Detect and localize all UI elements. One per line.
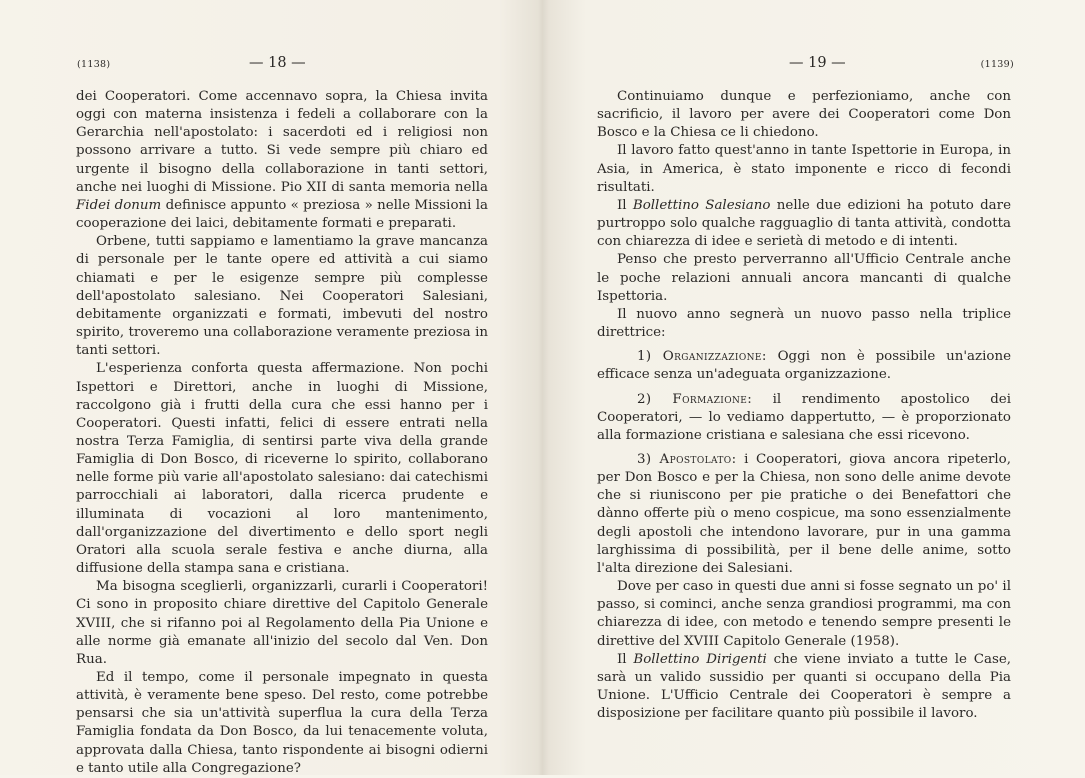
left-paragraph-1-text: dei Cooperatori. Come accennavo sopra, la Chiesa invita oggi con materna insistenza i fedeli a collaborare con la Gerarchia nell'apostolato: i sacerdoti ed i religiosi non possono arrivare a tutto. Si vede sempre più chiaro ed urgente il bisogno della collaborazione in tanti settori, anche nei luoghi di Missione. [76,89,488,195]
italic-title-bollettino-salesiano: Bollettino Salesiano [632,197,771,213]
list-item-text: i Cooperatori, giova ancora ripeterlo, per Don Bosco e per la Chiesa, non sono delle anime devote che si riuniscono per pie pratiche o dei Benefattori che dànno offerte più o meno cospicue, ma sono essenzialmente degli apostoli che intendono lavorare, pur in una gamma larghissima di possibilità, per il bene delle anime, sotto l'alta direzione dei Salesiani. [597,451,1011,576]
right-paragraph-4: Penso che presto perverranno all'Ufficio Centrale anche le poche relazioni annuali ancora mancanti di qualche Ispettoria. [597,252,1011,304]
left-paragraph-4: Ma bisogna sceglierli, organizzarli, curarli i Cooperatori! Ci sono in proposito chiare direttive del Capitolo Generale XVIII, che si rifanno poi al Regolamento della Pia Unione e alle norme già emanate all'inizio del secolo dal Ven. Don Rua. [76,579,488,667]
list-item-label: 3) Apostolato: [637,451,737,467]
right-page-number: — 19 — [789,55,846,71]
left-paragraph-3: L'esperienza conforta questa affermazione. Non pochi Ispettori e Direttori, anche in luoghi di Missione, raccolgono già i frutti della cura che essi hanno per i Cooperatori. Questi infatti, felici di essere entrati nella nostra Terza Famiglia, di sentirsi parte viva della grande Famiglia di Don Bosco, di riceverne lo spirito, collaborano nelle forme più varie all'apostolato salesiano: dai catechismi parrocchiali ai laboratori, dalla ricerca prudente e illuminata di vocazioni al loro mantenimento, dall'organizzazione del divertimento e dello sport negli Oratori alla scuola serale festiva e anche diurna, alla diffusione della stampa sana e cristiana. [76,361,488,577]
list-item-text: il rendimento apostolico dei Cooperatori, — lo vediamo dappertutto, — è proporzionato alla formazione cristiana e salesiana che essi ricevono. [597,391,1012,443]
right-paragraph-3-start: Il [617,197,627,213]
list-item-organizzazione [597,348,1011,384]
list-item-label: 2) Formazione: [637,391,753,407]
italic-title-fidei-donum: Fidei donum [76,197,162,213]
right-paragraph-6: Dove per caso in questi due anni si fosse segnato un po' il passo, si cominci, anche senza grandiosi programmi, ma con chiarezza di idee, con metodo e tenendo sempre presenti le direttive del XVIII Capitolo Generale (1958). [597,579,1011,649]
right-paragraph-7-end: che viene inviato a tutte le Case, sarà un valido sussidio per quanti si occupano della Pia Unione. L'Ufficio Centrale dei Cooperatori è sempre a disposizione per facilitare quanto più possibile il lavoro. [597,651,1011,722]
right-paragraph-2: Il lavoro fatto quest'anno in tante Ispettorie in Europa, in Asia, in America, è stato imponente e ricco di fecondi risultati. [597,143,1011,195]
left-page-body [76,88,488,778]
list-item-apostolato [597,451,1011,578]
left-paragraph-1-tail: Pio XII di santa memoria nella [280,179,488,195]
left-running-head [77,55,489,75]
right-paragraph-1: Continuiamo dunque e perfezioniamo, anche con sacrificio, il lavoro per avere dei Cooperatori come Don Bosco e la Chiesa ce li chiedono. [597,89,1011,141]
right-page-code: (1139) [980,59,1014,70]
right-page [543,0,1085,775]
list-item-label: 1) Organizzazione: [637,349,767,365]
right-page-body [597,88,1011,723]
list-item-text: Oggi non è possibile un'azione efficace senza un'adeguata organizzazione. [597,349,1011,383]
right-paragraph-7-start: Il [617,651,627,667]
right-paragraph-3-end: nelle due edizioni ha potuto dare purtroppo solo qualche ragguaglio di tanta attività, condotta con chiarezza di idee e serietà di metodo e di intenti. [597,197,1011,250]
left-page [0,0,542,775]
right-paragraph-3 [597,197,1011,251]
left-paragraph-1-end: definisce appunto « preziosa » nelle Missioni la cooperazione dei laici, debitamente formati e preparati. [76,197,488,232]
right-running-head [597,55,1014,75]
left-paragraph-5: Ed il tempo, come il personale impegnato in questa attività, è veramente bene speso. Del resto, come potrebbe pensarsi che sia un'attività superflua la cura della Terza Famiglia fondata da Don Bosco, da lui tenacemente voluta, approvata dalla Chiesa, tanto rispondente ai bisogni odierni e tanto utile alla Congregazione? [76,670,488,776]
left-paragraph-2: Orbene, tutti sappiamo e lamentiamo la grave mancanza di personale per le tante opere ed attività a cui siamo chiamati e per le esigenze sempre più complesse dell'apostolato salesiano. Nei Cooperatori Salesiani, debitamente organizzati e formati, imbevuti del nostro spirito, troveremo una collaborazione veramente preziosa in tanti settori. [76,234,488,359]
left-paragraph-1 [76,88,488,233]
list-item-formazione [597,391,1011,445]
right-paragraph-7 [597,651,1011,724]
right-paragraph-5: Il nuovo anno segnerà un nuovo passo nella triplice direttrice: [597,306,1011,341]
left-page-code: (1138) [77,59,111,70]
left-page-number: — 18 — [249,55,306,71]
italic-title-bollettino-dirigenti: Bollettino Dirigenti [633,651,767,667]
